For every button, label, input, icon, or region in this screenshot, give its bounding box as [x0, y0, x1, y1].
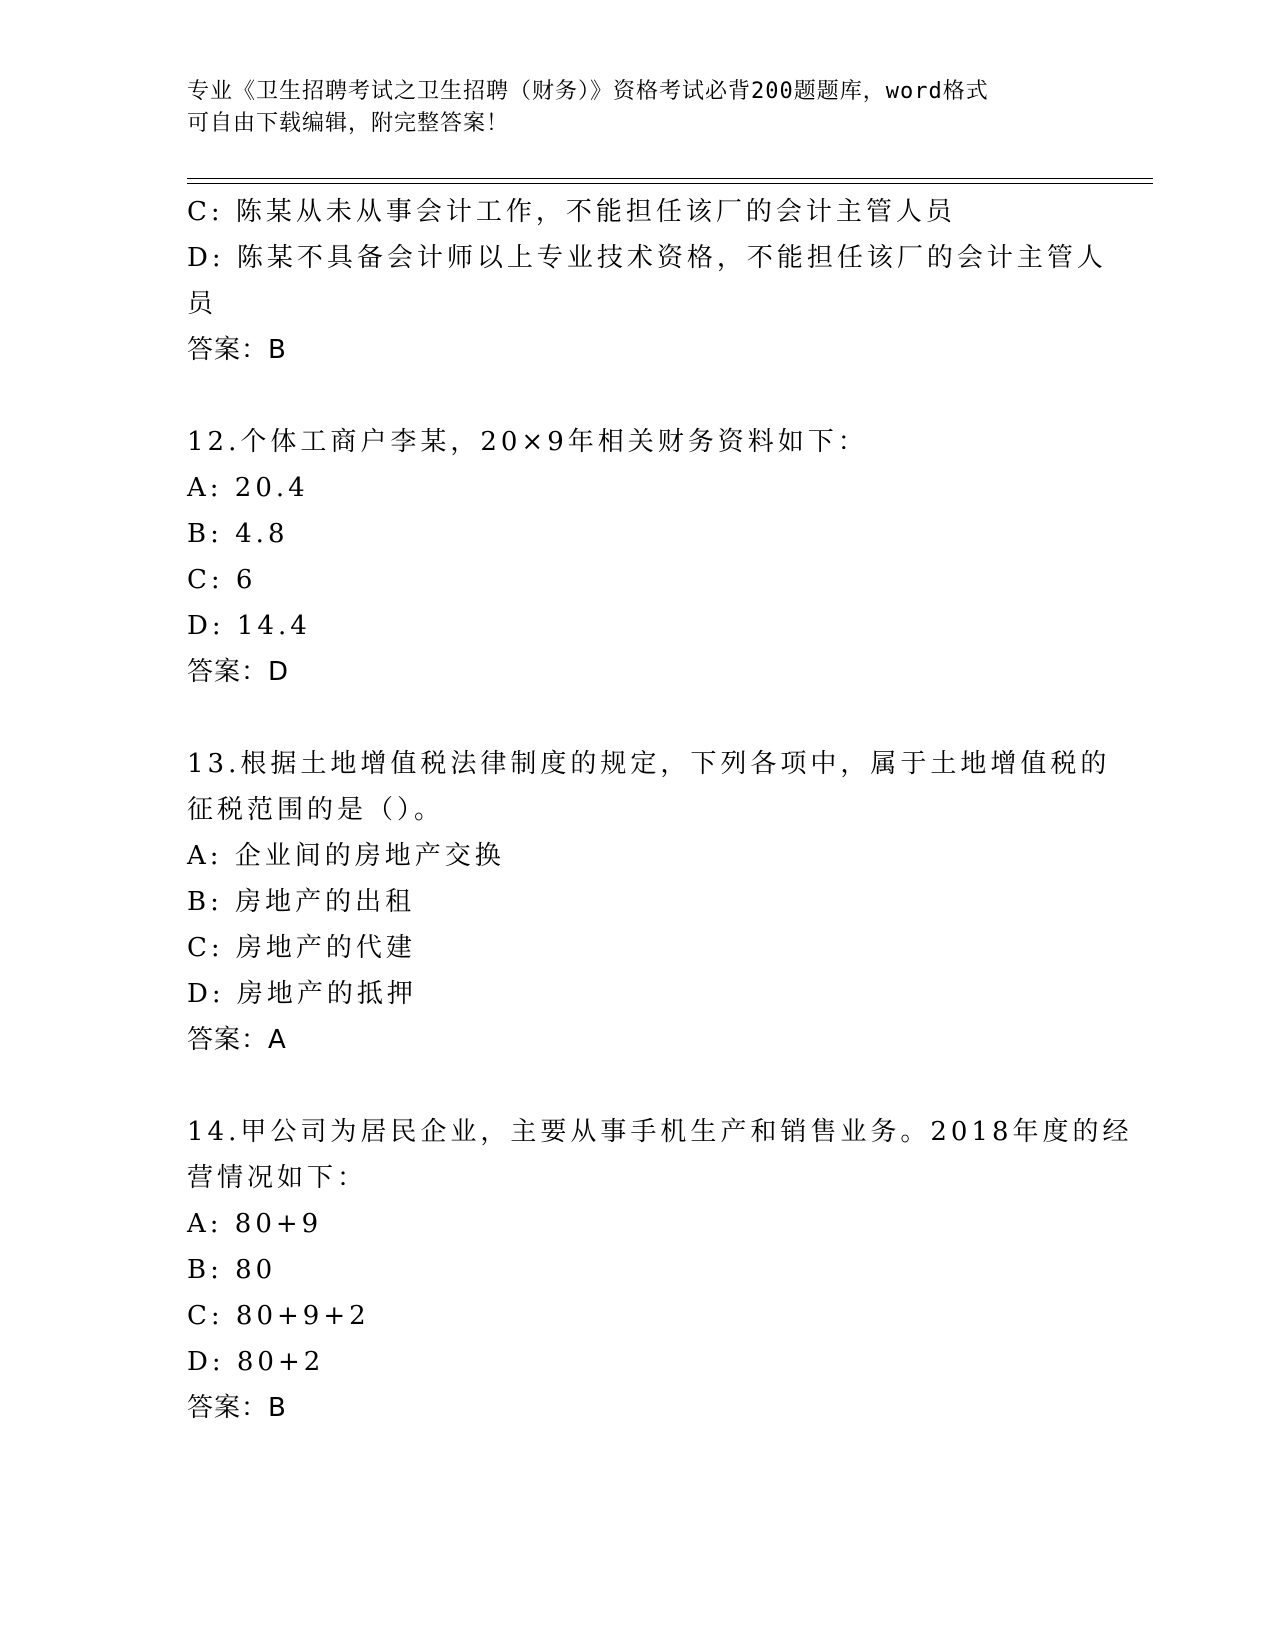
option-a: A: 80+9 [187, 1209, 323, 1239]
spacer [187, 695, 1087, 741]
option-b: B: 4.8 [187, 519, 289, 549]
header-divider-top [187, 178, 1153, 179]
answer: 答案：B [187, 335, 287, 365]
question-list [187, 189, 1133, 1431]
question-13 [187, 741, 1111, 1063]
option-c: C: 6 [187, 565, 257, 595]
question-stem: 12.个体工商户李某，20×9年相关财务资料如下： [187, 427, 868, 457]
question-12 [187, 419, 1087, 695]
question-stem: 14.甲公司为居民企业，主要从事手机生产和销售业务。2018年度的经 [187, 1117, 1133, 1147]
option-b: B: 80 [187, 1255, 277, 1285]
answer: 答案：D [187, 657, 290, 687]
option-d: D: 房地产的抵押 [187, 979, 417, 1009]
option-b: B: 房地产的出租 [187, 887, 416, 917]
option-d: D: 80+2 [187, 1347, 325, 1377]
spacer [187, 373, 1087, 419]
question-14 [187, 1109, 1133, 1431]
option-d: D: 14.4 [187, 611, 311, 641]
option-a: A: 20.4 [187, 473, 309, 503]
header-divider-bottom [187, 183, 1153, 184]
option-d-continued: 员 [187, 289, 218, 319]
option-c: C: 房地产的代建 [187, 933, 416, 963]
document-header [187, 76, 1067, 140]
header-title-line-2: 可自由下载编辑，附完整答案！ [187, 111, 510, 136]
question-11 [187, 189, 1107, 373]
option-c: C: 陈某从未从事会计工作，不能担任该厂的会计主管人员 [187, 197, 956, 227]
option-c: C: 80+9+2 [187, 1301, 370, 1331]
answer: 答案：B [187, 1393, 287, 1423]
question-stem: 13.根据土地增值税法律制度的规定，下列各项中，属于土地增值税的 [187, 749, 1111, 779]
spacer [187, 1063, 1087, 1109]
option-d: D: 陈某不具备会计师以上专业技术资格，不能担任该厂的会计主管人 [187, 243, 1107, 273]
question-stem-continued: 营情况如下： [187, 1163, 368, 1193]
header-title-line-1: 专业《卫生招聘考试之卫生招聘（财务）》资格考试必背200题题库，word格式 [187, 79, 989, 104]
question-stem-continued: 征税范围的是（）。 [187, 795, 445, 825]
option-a: A: 企业间的房地产交换 [187, 841, 505, 871]
answer: 答案：A [187, 1025, 287, 1055]
